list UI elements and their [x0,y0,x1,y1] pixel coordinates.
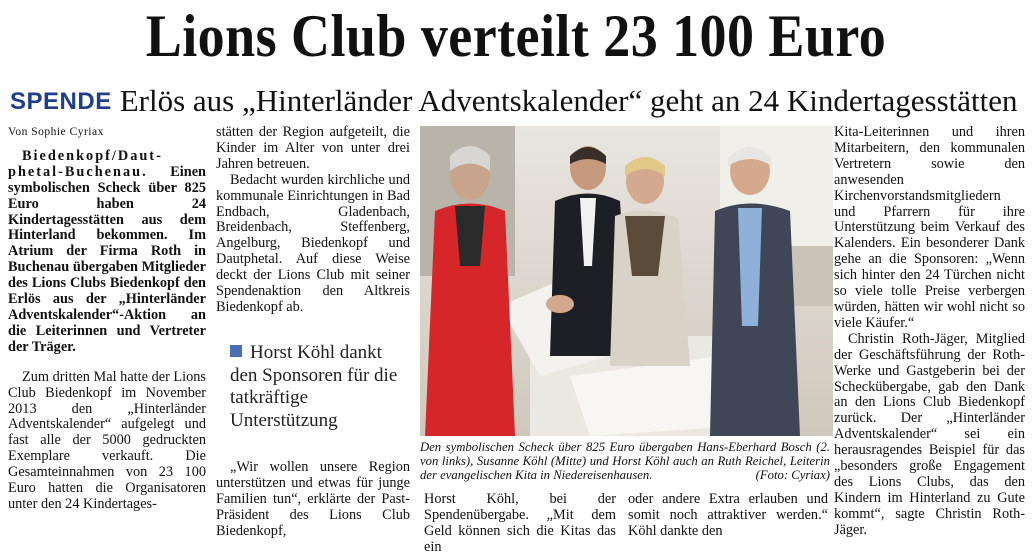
lead-paragraph [8,149,206,356]
paragraph: stätten der Region aufgeteilt, die Kinder im Alter von unter drei Jahren betreuen. [216,124,410,172]
paragraph: Horst Köhl, bei der Spendenübergabe. „Mit dem Geld können sich die Kitas das ein [424,491,616,555]
paragraph: Christin Roth-Jäger, Mitglied der Geschäftsführung der Roth-Werke und Gastgeberin bei der Scheckübergabe, gab den Dank an den Lions Club Biedenkopf zurück. Der „Hinterländer Adventskalender“ sei ein herausragendes Beispiel für das „besonders große Engagement des Lions Clubs, das den Kindern im Hinterland zu Gute kommt“, sagte Christin Roth-Jäger. [834,330,1025,538]
news-photo [420,126,833,436]
photo-illustration [420,126,833,436]
dateline: Biedenkopf/Daut-phetal-Buchenau. [8,147,163,180]
article-column-4 [628,492,828,540]
photo-credit: (Foto: Cyriax) [755,468,830,483]
paragraph: oder andere Extra erlauben und somit noch attraktiver werden.“ Köhl dankte den [628,491,828,539]
article-column-2-continued [216,460,410,540]
article-column-1 [8,125,206,513]
subheadline-row [10,82,1025,120]
lead-text: Einen symbolischen Scheck über 825 Euro haben 24 Kindertagesstätten aus dem Hinterland bekommen. Im Atrium der Firma Roth in Buchenau übergaben Mitglieder des Lions Clubs Biedenkopf den Erlös aus der „Hinterländer Adventskalender“-Aktion an die Leiterinnen und Vertreter der Träger. [8,163,206,355]
headline: Lions Club verteilt 23 100 Euro [145,3,887,69]
paragraph: Zum dritten Mal hatte der Lions Club Biedenkopf im November 2013 den „Hinterländer Adventskalender“ aufgelegt und fast alle der 5000 gedruckten Exemplare verkauft. Die Gesamteinnahmen von 23 100 Euro hatten die Organisatoren unter den 24 Kindertages- [8,368,206,512]
kicker-label: SPENDE [10,88,112,115]
article-column-3 [424,492,616,556]
byline: Von Sophie Cyriax [8,126,104,138]
paragraph: „Wir wollen unsere Region unterstützen und etwas für junge Familien tun“, erklärte der Past-Präsident des Lions Club Biedenkopf, [216,459,410,539]
article-column-2 [216,125,410,316]
pull-quote-text: Horst Köhl dankt den Sponsoren für die tatkräftige Unterstützung [230,342,398,431]
paragraph: Bedacht wurden kirchliche und kommunale Einrichtungen in Bad Endbach, Gladenbach, Breidenbach, Steffenberg, Angelburg, Biedenkopf und Dautphetal. Auf diese Weise deckt der Lions Club mit seiner Spendenaktion den Altkreis Biedenkopf ab. [216,171,410,315]
pull-quote [230,342,410,432]
paragraph: Kita-Leiterinnen und ihren Mitarbeitern, den kommunalen Vertretern sowie den anwesenden Kirchenvorstandsmitgliedern und Pfarrern für ihre Unterstützung beim Verkauf des Kalenders. Ein besonderer Dank gehe an die Sponsoren: „Wenn sich hinter den 24 Türchen nicht so viele tolle Preise verbergen würden, hätten wir wohl nicht so viele Käufer.“ [834,124,1025,331]
article-column-5 [834,125,1025,539]
square-bullet-icon [230,345,242,357]
photo-caption [420,440,830,483]
subheadline: Erlös aus „Hinterländer Adventskalender“ geht an 24 Kindertagesstätten [119,83,1018,118]
caption-text: Den symbolischen Scheck über 825 Euro übergaben Hans-Eberhard Bosch (2. von links), Susanne Köhl (Mitte) und Horst Köhl auch an Ruth Reichel, Leiterin der evangelischen Kita in Niedereisenhausen. [420,440,830,483]
